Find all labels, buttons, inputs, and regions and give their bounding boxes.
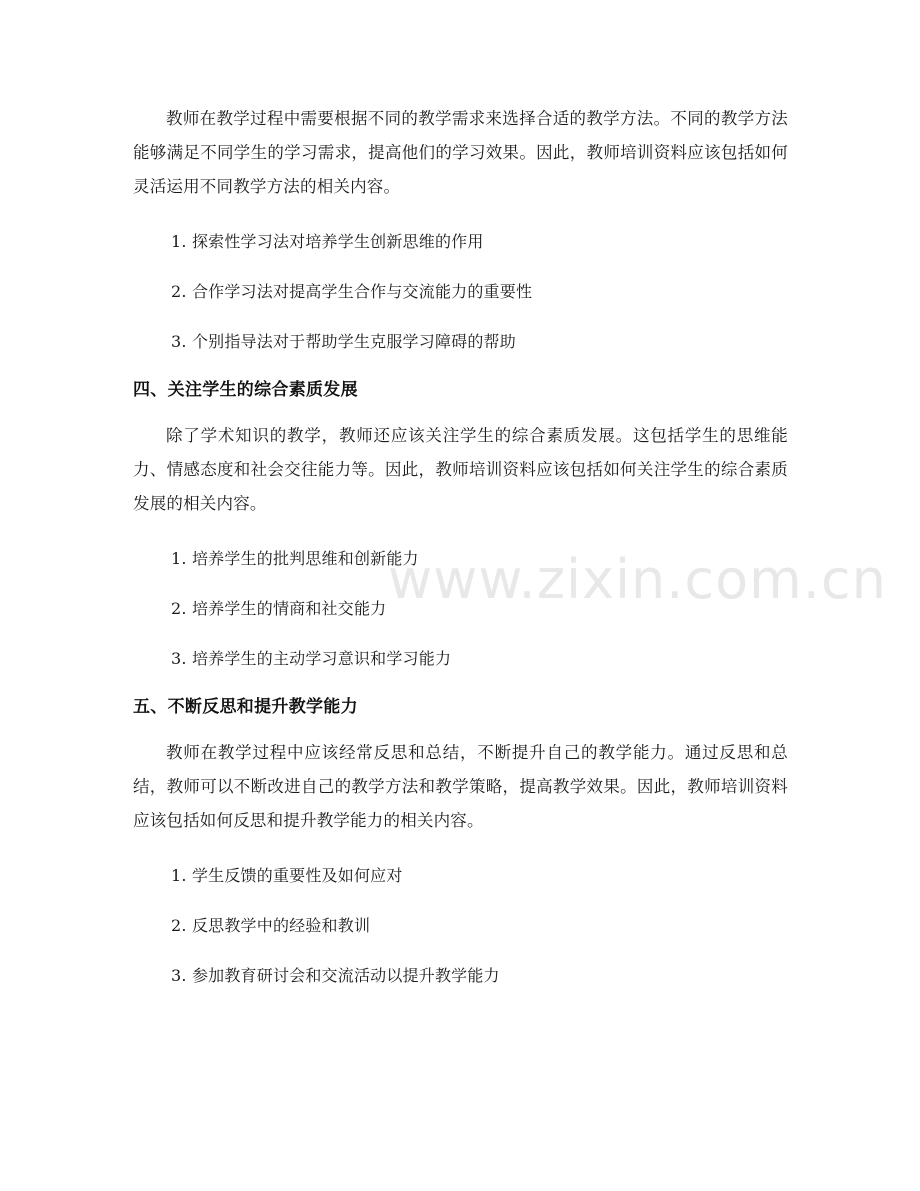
section5-paragraph: 教师在教学过程中应该经常反思和总结，不断提升自己的教学能力。通过反思和总结，教师可以不断改进自己的教学方法和教学策略，提高教学效果。因此，教师培训资料应该包括如何反思和提升教学能力的相关内容。 — [133, 743, 788, 830]
section-heading-5: 五、不断反思和提升教学能力 — [133, 697, 358, 717]
list-item: 3. 个别指导法对于帮助学生克服学习障碍的帮助 — [171, 332, 516, 351]
list-item: 3. 培养学生的主动学习意识和学习能力 — [171, 649, 452, 668]
list-item: 1. 学生反馈的重要性及如何应对 — [171, 866, 403, 885]
list-item: 1. 探索性学习法对培养学生创新思维的作用 — [171, 232, 484, 251]
list-item: 1. 培养学生的批判思维和创新能力 — [171, 549, 419, 568]
list-item: 3. 参加教育研讨会和交流活动以提升教学能力 — [171, 966, 500, 985]
intro-paragraph: 教师在教学过程中需要根据不同的教学需求来选择合适的教学方法。不同的教学方法能够满足不同学生的学习需求，提高他们的学习效果。因此，教师培训资料应该包括如何灵活运用不同教学方法的相关内容。 — [133, 109, 788, 196]
section-heading-4: 四、关注学生的综合素质发展 — [133, 380, 358, 400]
document-page — [133, 102, 788, 988]
watermark: www.zixin.com.cn — [388, 548, 887, 611]
list-item: 2. 反思教学中的经验和教训 — [171, 916, 371, 935]
section4-paragraph: 除了学术知识的教学，教师还应该关注学生的综合素质发展。这包括学生的思维能力、情感态度和社会交往能力等。因此，教师培训资料应该包括如何关注学生的综合素质发展的相关内容。 — [133, 426, 788, 513]
list-item: 2. 合作学习法对提高学生合作与交流能力的重要性 — [171, 282, 533, 301]
list-item: 2. 培养学生的情商和社交能力 — [171, 599, 387, 618]
